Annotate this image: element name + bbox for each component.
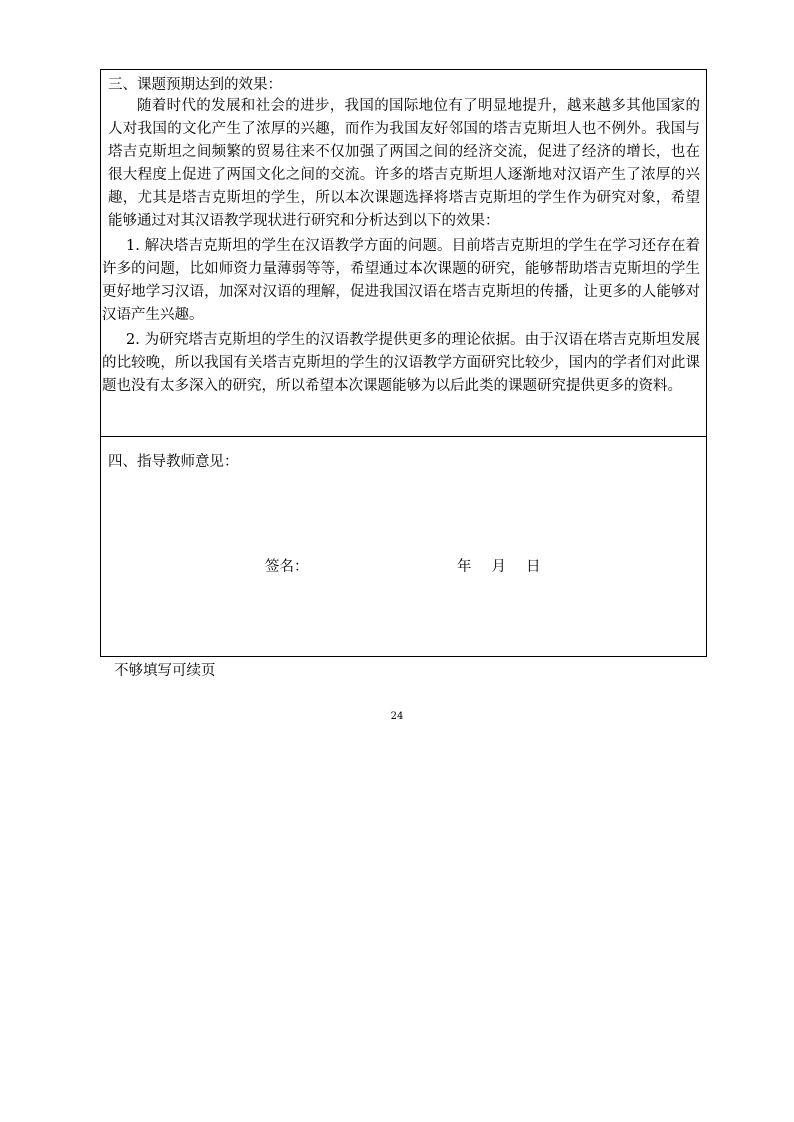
section3-item-2: 2. 为研究塔吉克斯坦的学生的汉语教学提供更多的理论依据。由于汉语在塔吉克斯坦发展的比较晚，所以我国有关塔吉克斯坦的学生的汉语教学方面研究比较少，国内的学者们对此课题也没有太多深入的研究，所以希望本次课题能够为以后此类的课题研究提供更多的资料。 [102,332,700,394]
page-number: 24 [390,711,404,722]
form-table [100,69,707,657]
section3-intro-paragraph: 随着时代的发展和社会的进步，我国的国际地位有了明显地提升，越来越多其他国家的人对我国的文化产生了浓厚的兴趣，而作为我国友好邻国的塔吉克斯坦人也不例外。我国与塔吉克斯坦之间频繁的贸易往来不仅加强了两国之间的经济交流，促进了经济的增长，也在很大程度上促进了两国文化之间的交流。许多的塔吉克斯坦人逐渐地对汉语产生了浓厚的兴趣，尤其是塔吉克斯坦的学生，所以本次课题选择将塔吉克斯坦的学生作为研究对象，希望能够通过对其汉语教学现状进行研究和分析达到以下的效果： [108,98,700,229]
signature-label: 签名： [265,559,309,575]
section-expected-results [101,70,706,437]
year-label: 年 [457,559,472,575]
month-label: 月 [491,559,506,575]
date-labels [457,555,541,576]
section3-item-1: 1. 解决塔吉克斯坦的学生在汉语教学方面的问题。目前塔吉克斯坦的学生在学习还存在着许多的问题，比如师资力量薄弱等等，希望通过本次课题的研究，能够帮助塔吉克斯坦的学生更好地学习汉语，加深对汉语的理解，促进我国汉语在塔吉克斯坦的传播，让更多的人能够对汉语产生兴趣。 [102,238,700,323]
day-label: 日 [526,559,541,575]
section4-heading: 四、指导教师意见： [108,454,239,470]
section3-heading: 三、课题预期达到的效果： [108,77,282,93]
section-advisor-opinion [101,437,706,656]
continuation-note: 不够填写可续页 [114,663,216,679]
